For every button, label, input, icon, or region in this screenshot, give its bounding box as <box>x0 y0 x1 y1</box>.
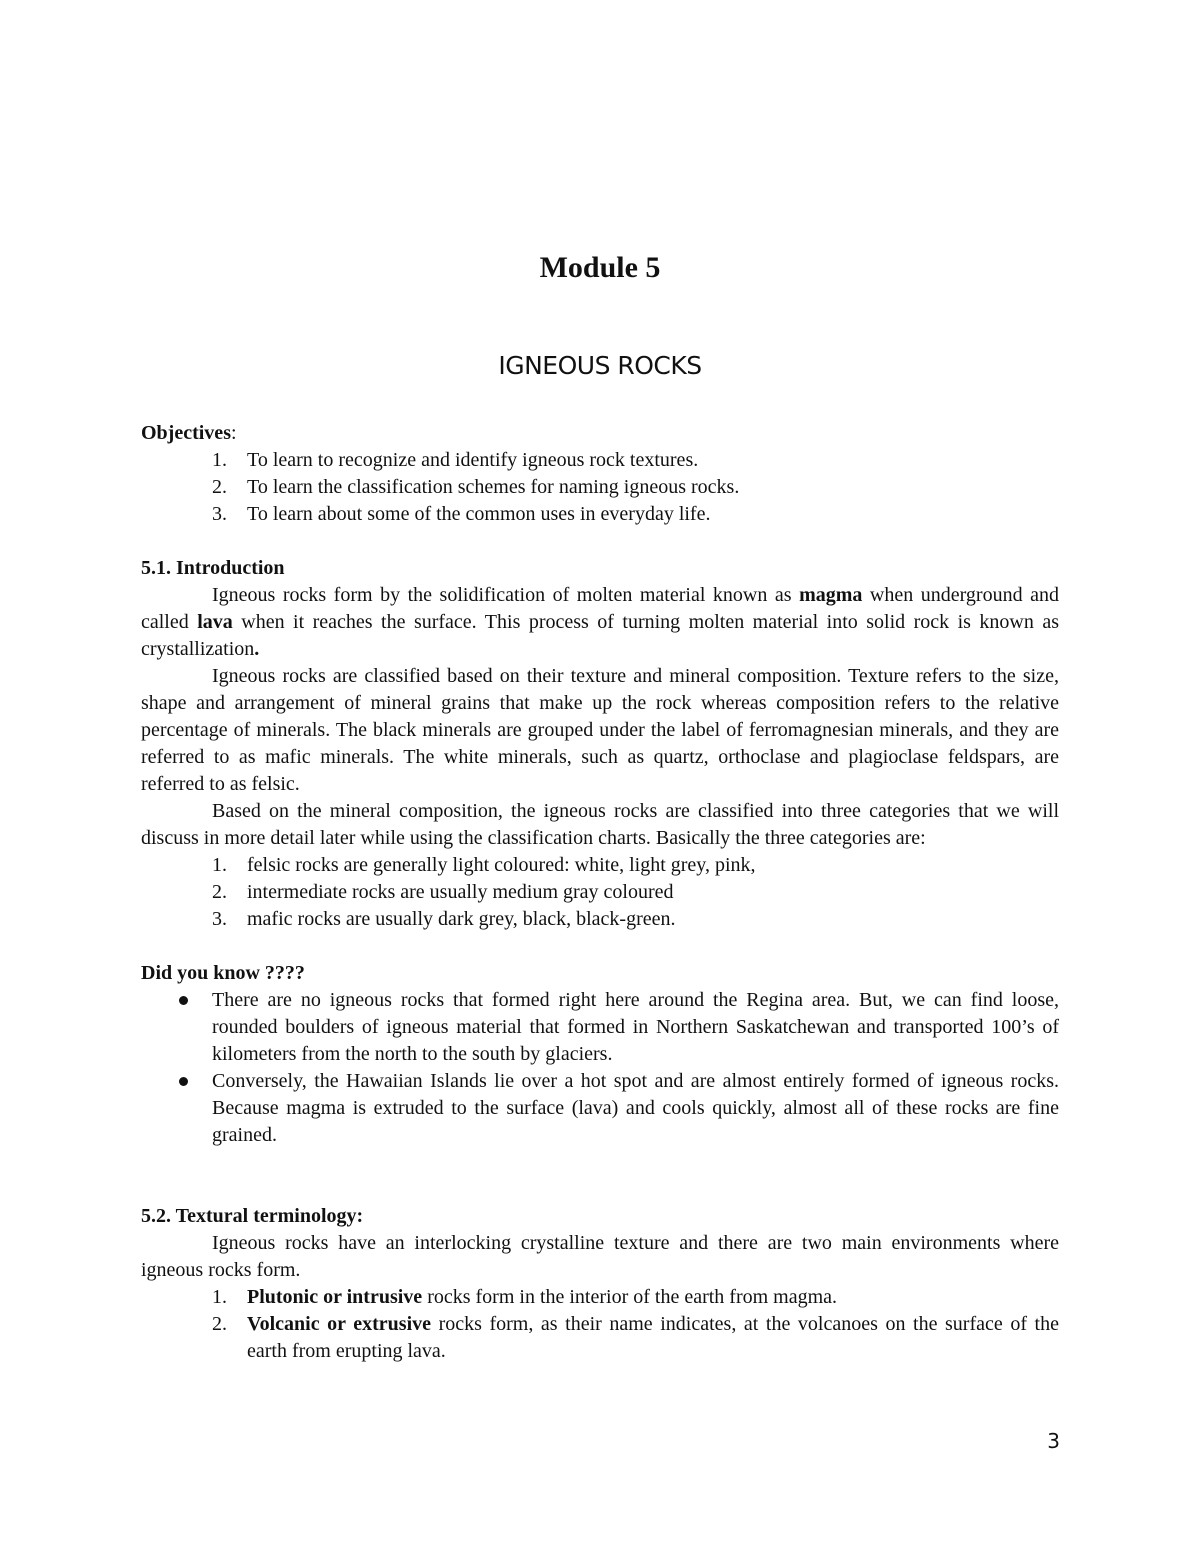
list-item <box>141 501 1059 528</box>
list-item <box>141 1068 1059 1149</box>
list-number: 2. <box>212 881 227 903</box>
list-item-text: Conversely, the Hawaiian Islands lie over a hot spot and are almost entirely formed of igneous rocks. Because magma is extruded to the surface (lava) and cools quickly, almost all of these rocks are fine grained. <box>212 1070 1059 1146</box>
environments-list <box>141 1284 1059 1365</box>
list-item-text: To learn to recognize and identify igneous rock textures. <box>247 449 699 471</box>
did-you-know-list <box>141 987 1059 1149</box>
list-item-text: rocks form, as their name indicates, at the volcanoes on the surface of the earth from erupting lava. <box>247 1313 1059 1362</box>
list-item-text: felsic rocks are generally light coloured: white, light grey, pink, <box>247 854 756 876</box>
list-number: 3. <box>212 908 227 930</box>
intro-paragraph-2: Igneous rocks are classified based on their texture and mineral composition. Texture refers to the size, shape and arrangement of mineral grains that make up the rock whereas composition refers to the relative percentage of minerals. The black minerals are grouped under the label of ferromagnesian minerals, and they are referred to as mafic minerals. The white minerals, such as quartz, orthoclase and plagioclase feldspars, are referred to as felsic. <box>141 665 1059 795</box>
objectives-list <box>141 447 1059 528</box>
bullet-icon <box>179 996 188 1005</box>
list-item <box>141 879 1059 906</box>
list-item-text: intermediate rocks are usually medium gray coloured <box>247 881 674 903</box>
list-item <box>141 987 1059 1068</box>
list-item <box>141 474 1059 501</box>
categories-list <box>141 852 1059 933</box>
document-body <box>141 420 1059 1365</box>
objectives-label: Objectives <box>141 422 231 444</box>
objectives-heading <box>141 420 1059 447</box>
intro-paragraph-1 <box>141 582 1059 663</box>
list-item-text: There are no igneous rocks that formed right here around the Regina area. But, we can find loose, rounded boulders of igneous material that formed in Northern Saskatchewan and transported 100’s of kilometers from the north to the south by glaciers. <box>212 989 1059 1065</box>
intro-paragraph-3: Based on the mineral composition, the igneous rocks are classified into three categories that we will discuss in more detail later while using the classification charts. Basically the three categories are: <box>141 800 1059 849</box>
list-item-text: rocks form in the interior of the earth from magma. <box>422 1286 838 1308</box>
textural-paragraph-1: Igneous rocks have an interlocking crystalline texture and there are two main environments where igneous rocks form. <box>141 1232 1059 1281</box>
list-item <box>141 852 1059 879</box>
list-number: 2. <box>212 476 227 498</box>
objectives-colon: : <box>230 422 237 444</box>
section-heading-introduction: 5.1. Introduction <box>141 557 285 579</box>
page-number: 3 <box>1047 1429 1060 1453</box>
list-number: 3. <box>212 503 227 525</box>
chapter-title: IGNEOUS ROCKS <box>498 351 702 380</box>
bullet-icon <box>179 1077 188 1086</box>
term-plutonic: Plutonic or intrusive <box>247 1286 423 1308</box>
list-item <box>141 1284 1059 1311</box>
term-magma: magma <box>799 584 863 606</box>
term-volcanic: Volcanic or extrusive <box>247 1313 432 1335</box>
text-run: Igneous rocks form by the solidification of molten material known as <box>212 584 800 606</box>
list-number: 1. <box>212 1286 227 1308</box>
list-item-text: To learn the classification schemes for naming igneous rocks. <box>247 476 740 498</box>
list-number: 1. <box>212 449 227 471</box>
list-item-text: To learn about some of the common uses in everyday life. <box>247 503 711 525</box>
term-lava: lava <box>197 611 233 633</box>
did-you-know-heading: Did you know ???? <box>141 962 305 984</box>
list-item <box>141 1311 1059 1365</box>
list-number: 1. <box>212 854 227 876</box>
list-item <box>141 447 1059 474</box>
text-run: . <box>254 638 260 660</box>
text-run: when underground and called <box>141 584 1059 633</box>
list-item-text: mafic rocks are usually dark grey, black, black-green. <box>247 908 676 930</box>
text-run: when it reaches the surface. This process of turning molten material into solid rock is known as crystallization <box>141 611 1059 660</box>
list-number: 2. <box>212 1313 227 1335</box>
section-heading-textural: 5.2. Textural terminology: <box>141 1205 364 1227</box>
list-item <box>141 906 1059 933</box>
module-title: Module 5 <box>539 251 661 284</box>
